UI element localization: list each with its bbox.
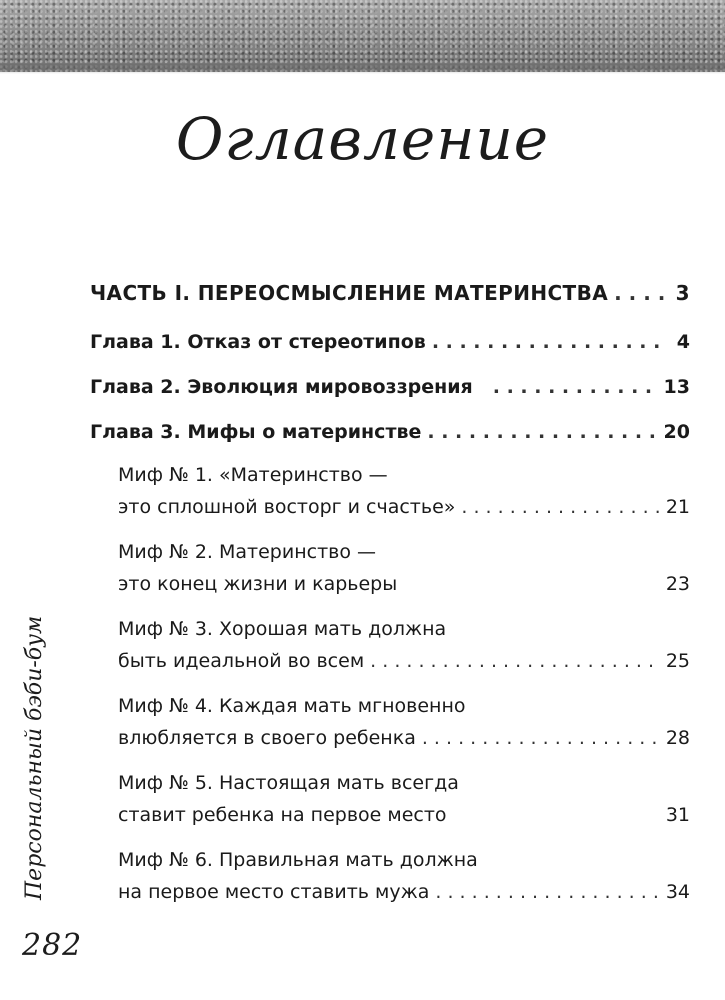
- toc-myth-title-line1: Миф № 1. «Материнство —: [118, 464, 388, 486]
- toc-chapter-page: 20: [663, 421, 690, 443]
- toc-myth-page: 23: [665, 573, 690, 595]
- dot-leader: [461, 498, 659, 517]
- toc-chapter-entry[interactable]: [90, 423, 690, 442]
- toc-myth-title-line2: это сплошной восторг и счастье»: [118, 496, 456, 518]
- dot-leader: [435, 883, 659, 902]
- toc-myth-title-line1: Миф № 2. Материнство —: [118, 541, 376, 563]
- toc-chapter-page: 13: [663, 376, 690, 398]
- toc-myth-page: 31: [665, 804, 690, 826]
- toc-myth-page: 34: [665, 881, 690, 903]
- toc-part-page: 3: [675, 281, 690, 305]
- dot-leader: [614, 283, 664, 303]
- toc-myth-title-line1: Миф № 6. Правильная мать должна: [118, 849, 478, 871]
- toc-myth-entry[interactable]: [90, 543, 690, 594]
- toc-chapter-page: 4: [676, 331, 690, 353]
- toc-myth-title-line1: Миф № 5. Настоящая мать всегда: [118, 772, 459, 794]
- toc-myth-page: 28: [665, 727, 690, 749]
- toc-myth-title-line1: Миф № 4. Каждая мать мгновенно: [118, 695, 466, 717]
- toc-myth-title-line2: влюбляется в своего ребенка: [118, 727, 416, 749]
- toc-chapter-entry[interactable]: [90, 333, 690, 352]
- toc-chapter-label: Глава 1. Отказ от стереотипов: [90, 331, 426, 353]
- toc-myth-entry[interactable]: [90, 620, 690, 671]
- toc-part-label: ЧАСТЬ I. ПЕРЕОСМЫСЛЕНИЕ МАТЕРИНСТВА: [90, 281, 609, 305]
- toc-myth-entry[interactable]: [90, 851, 690, 902]
- toc-myth-entry[interactable]: [90, 697, 690, 748]
- toc-chapter-label: Глава 2. Эволюция мировоззрения: [90, 376, 473, 398]
- dot-leader: [493, 378, 658, 397]
- dot-leader: [432, 333, 664, 352]
- toc-chapter-entry[interactable]: [90, 378, 690, 397]
- page-title: Оглавление: [175, 105, 550, 173]
- toc-myth-title-line2: на первое место ставить мужа: [118, 881, 430, 903]
- toc-myth-page: 25: [665, 650, 690, 672]
- table-of-contents: [90, 283, 690, 902]
- dot-leader: [370, 652, 660, 671]
- toc-chapter-label: Глава 3. Мифы о материнстве: [90, 421, 422, 443]
- dot-leader: [427, 423, 657, 442]
- toc-myth-title-line2: ставит ребенка на первое место: [118, 804, 447, 826]
- toc-myth-page: 21: [665, 496, 690, 518]
- toc-part-entry[interactable]: [90, 283, 690, 303]
- toc-myth-title-line1: Миф № 3. Хорошая мать должна: [118, 618, 447, 640]
- toc-myth-title-line2: это конец жизни и карьеры: [118, 573, 398, 595]
- page-number: 282: [22, 928, 83, 963]
- header-texture: [0, 0, 725, 72]
- dot-leader: [422, 729, 660, 748]
- toc-myth-title-line2: быть идеальной во всем: [118, 650, 365, 672]
- running-title: Персональный бэби-бум: [22, 615, 47, 900]
- toc-myth-entry[interactable]: [90, 466, 690, 517]
- toc-myth-entry[interactable]: [90, 774, 690, 825]
- header-texture-edge: [0, 64, 725, 74]
